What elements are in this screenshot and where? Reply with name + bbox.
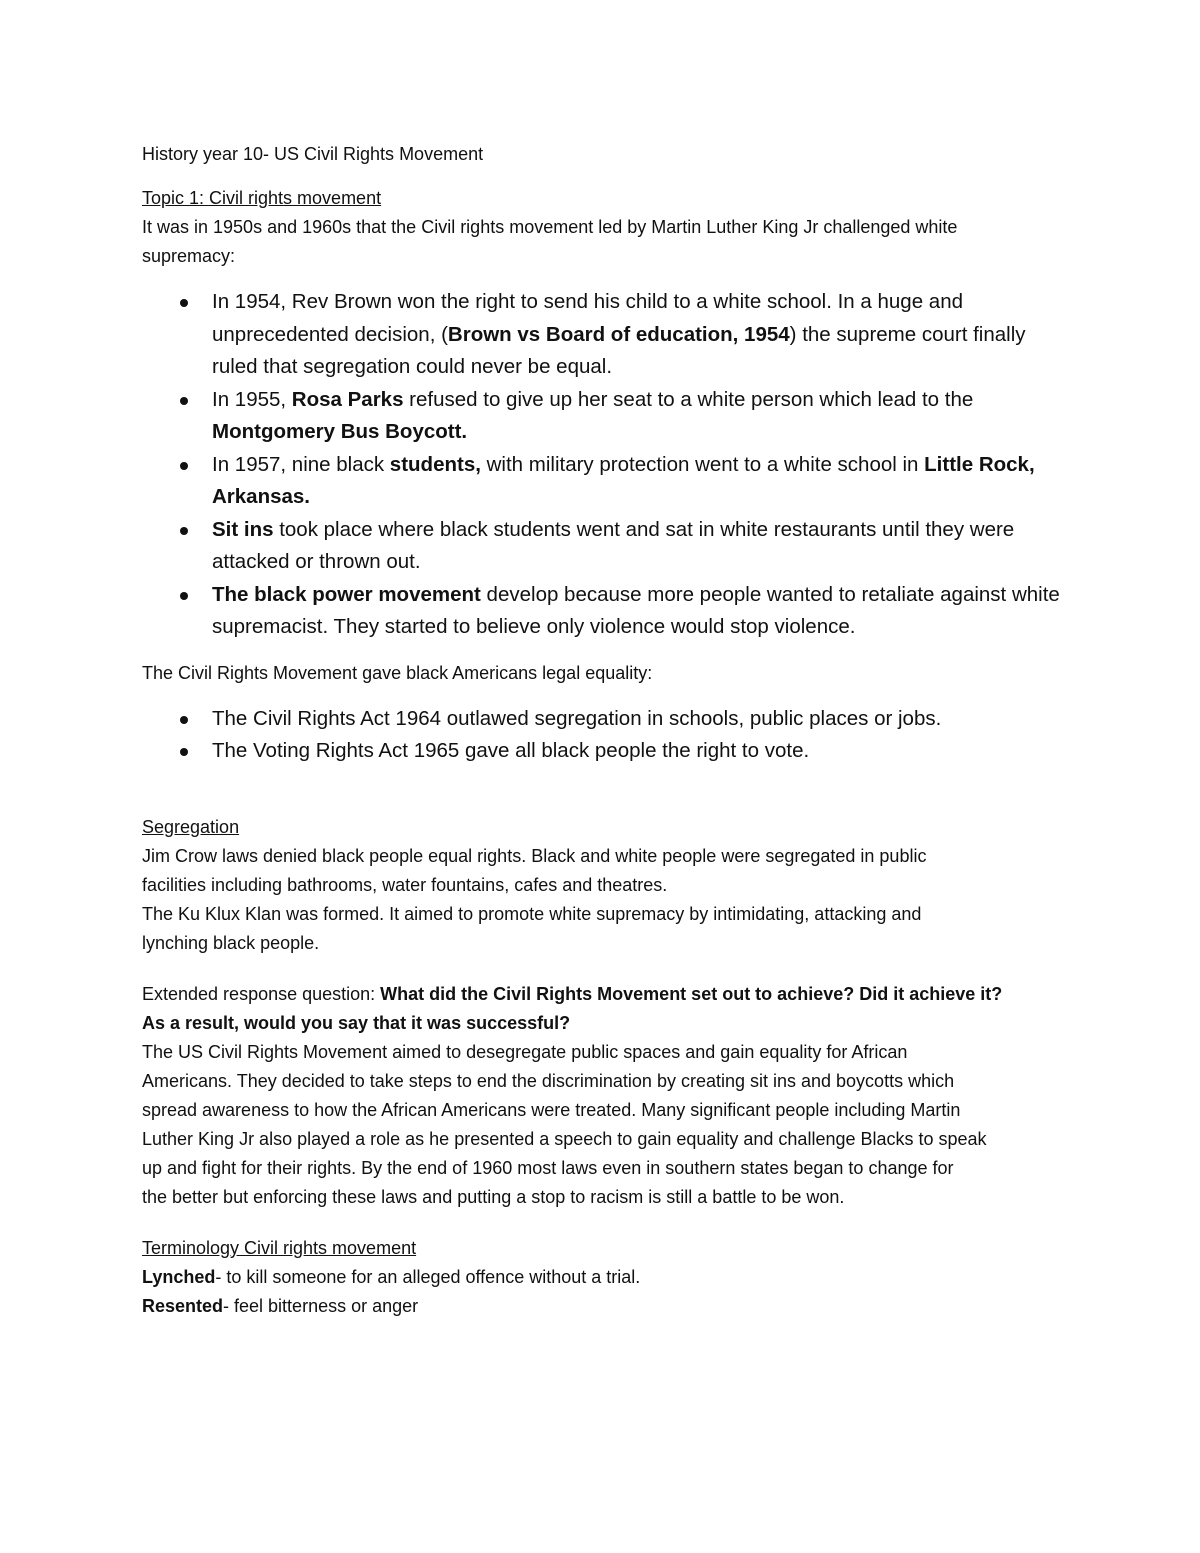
term-definition: - to kill someone for an alleged offence without a trial.: [215, 1266, 641, 1287]
bullet-item-1957: In 1957, nine black students, with military protection went to a white school in Little Rock, Arkansas.: [212, 449, 1072, 514]
extended-answer-line: The US Civil Rights Movement aimed to desegregate public spaces and gain equality for African: [142, 1041, 908, 1062]
topic1-bullet-list: [142, 286, 1072, 644]
document-title: History year 10- US Civil Rights Movement: [142, 144, 484, 164]
bullet-item-1955: In 1955, Rosa Parks refused to give up her seat to a white person which lead to the Montgomery Bus Boycott.: [212, 384, 1072, 449]
bullet-item-voting-rights-act: The Voting Rights Act 1965 gave all black people the right to vote.: [212, 735, 1072, 768]
terminology-heading: Terminology Civil rights movement: [142, 1237, 417, 1258]
term-definition: - feel bitterness or anger: [223, 1295, 419, 1316]
segregation-line: lynching black people.: [142, 932, 320, 953]
bold-text: Montgomery Bus Boycott.: [212, 420, 468, 443]
bullet-item-1954: In 1954, Rev Brown won the right to send his child to a white school. In a huge and unprecedented decision, (Brown vs Board of education, 1954) the supreme court finally ruled that segregation could never be equal.: [212, 286, 1072, 384]
extended-label: Extended response question:: [142, 983, 381, 1004]
segregation-heading: Segregation: [142, 816, 240, 837]
extended-answer-line: the better but enforcing these laws and putting a stop to racism is still a battle to be won.: [142, 1186, 845, 1207]
bullet-dot-icon: [180, 397, 188, 405]
spacer: [142, 169, 1072, 184]
bullet-item-civil-rights-act: The Civil Rights Act 1964 outlawed segregation in schools, public places or jobs.: [212, 703, 1072, 736]
segregation-line: The Ku Klux Klan was formed. It aimed to promote white supremacy by intimidating, attacking and: [142, 903, 922, 924]
segregation-line: facilities including bathrooms, water fountains, cafes and theatres.: [142, 874, 668, 895]
equality-bullet-list: [142, 703, 1072, 768]
spacer: [142, 958, 1072, 980]
term-entry: [142, 1263, 1072, 1292]
spacer: [142, 271, 1072, 286]
bold-text: Rosa Parks: [291, 387, 404, 411]
bullet-dot-icon: [180, 748, 188, 756]
extended-answer-line: Americans. They decided to take steps to end the discrimination by creating sit ins and boycotts which: [142, 1070, 955, 1091]
extended-answer-line: up and fight for their rights. By the end of 1960 most laws even in southern states began to change for: [142, 1157, 954, 1178]
topic1-heading: Topic 1: Civil rights movement: [142, 188, 382, 208]
bullet-dot-icon: [180, 462, 188, 470]
term-word: Resented: [142, 1295, 224, 1316]
bold-text: Brown vs Board of education, 1954: [447, 322, 790, 346]
extended-question: [142, 980, 1072, 1009]
term-entry: [142, 1292, 1072, 1321]
bullet-dot-icon: [180, 716, 188, 724]
bold-text: The black power movement: [212, 582, 481, 606]
bullet-item-sit-ins: Sit ins took place where black students went and sat in white restaurants until they were attacked or thrown out.: [212, 514, 1072, 579]
spacer: [142, 768, 1072, 813]
extended-question-line2: As a result, would you say that it was successful?: [142, 1012, 571, 1033]
spacer: [142, 644, 1072, 659]
term-word: Lynched: [142, 1266, 216, 1287]
extended-question-text: What did the Civil Rights Movement set out to achieve? Did it achieve it?: [380, 983, 1003, 1004]
bullet-item-black-power: The black power movement develop because more people wanted to retaliate against white supremacist. They started to believe only violence would stop violence.: [212, 579, 1072, 644]
bold-text: Little Rock, Arkansas.: [212, 452, 1035, 508]
segregation-line: Jim Crow laws denied black people equal rights. Black and white people were segregated in public: [142, 845, 927, 866]
spacer: [142, 1212, 1072, 1234]
extended-answer-line: spread awareness to how the African Americans were treated. Many significant people including Martin: [142, 1099, 961, 1120]
bullet-dot-icon: [180, 299, 188, 307]
spacer: [142, 688, 1072, 703]
bold-text: Sit ins: [212, 517, 274, 541]
topic1-intro-line: It was in 1950s and 1960s that the Civil rights movement led by Martin Luther King Jr challenged white: [142, 217, 958, 237]
bold-text: students,: [389, 452, 481, 476]
equality-intro: The Civil Rights Movement gave black Americans legal equality:: [142, 662, 653, 683]
extended-answer-line: Luther King Jr also played a role as he presented a speech to gain equality and challenge Blacks to speak: [142, 1128, 987, 1149]
document-page: [142, 140, 1072, 1321]
bullet-dot-icon: [180, 527, 188, 535]
topic1-intro-line: supremacy:: [142, 246, 236, 266]
bullet-dot-icon: [180, 592, 188, 600]
